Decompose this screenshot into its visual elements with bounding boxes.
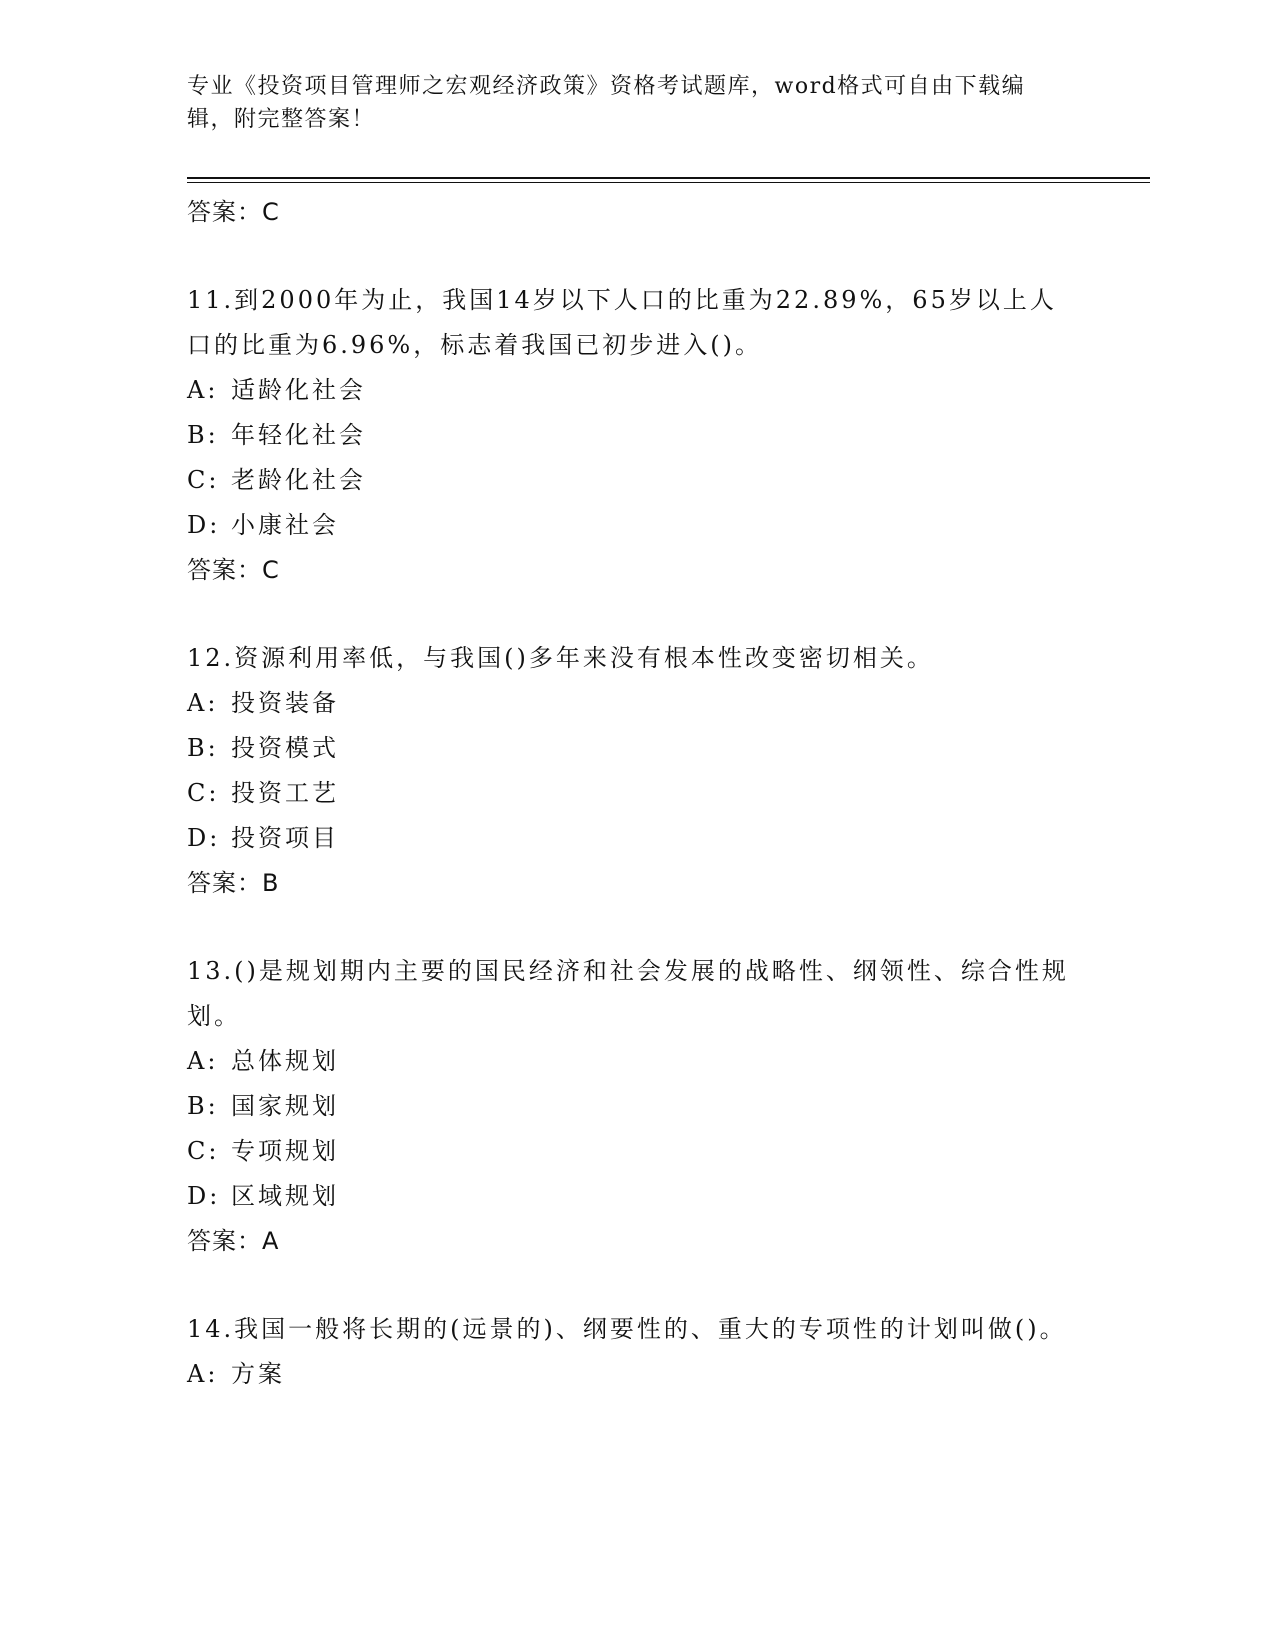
option-a: [187, 1352, 1087, 1397]
option-letter: B:: [187, 421, 219, 449]
option-letter: D:: [187, 511, 221, 539]
option-text: 投资装备: [231, 689, 339, 717]
option-text: 投资工艺: [231, 779, 339, 807]
question-stem: 13.()是规划期内主要的国民经济和社会发展的战略性、纲领性、综合性规划。: [187, 957, 1069, 1030]
option-text: 投资项目: [231, 824, 339, 852]
option-text: 方案: [231, 1360, 285, 1388]
header-line-1: 专业《投资项目管理师之宏观经济政策》资格考试题库，word格式可自由下载编: [187, 74, 1026, 99]
option-text: 年轻化社会: [231, 421, 366, 449]
answer-label: 答案：A: [187, 1227, 280, 1255]
option-text: 老龄化社会: [231, 466, 366, 494]
option-b: [187, 413, 1087, 458]
answer-label: 答案：B: [187, 869, 280, 897]
question-stem: 11.到2000年为止，我国14岁以下人口的比重为22.89%，65岁以上人口的比重为6.96%，标志着我国已初步进入()。: [187, 286, 1057, 359]
question-stem: 12.资源利用率低，与我国()多年来没有根本性改变密切相关。: [187, 644, 934, 672]
option-c: [187, 1129, 1087, 1174]
option-c: [187, 458, 1087, 503]
option-letter: C:: [187, 779, 220, 807]
option-c: [187, 771, 1087, 816]
option-letter: D:: [187, 1182, 221, 1210]
option-text: 专项规划: [231, 1137, 339, 1165]
option-letter: A:: [187, 376, 219, 404]
option-a: [187, 368, 1087, 413]
option-text: 投资模式: [231, 734, 339, 762]
header-divider-thin: [187, 182, 1150, 183]
option-letter: A:: [187, 689, 219, 717]
option-letter: C:: [187, 1137, 220, 1165]
option-text: 小康社会: [231, 511, 339, 539]
answer-label: 答案：C: [187, 556, 280, 584]
header-divider-thick: [187, 177, 1150, 179]
option-a: [187, 1039, 1087, 1084]
option-d: [187, 503, 1087, 548]
option-a: [187, 681, 1087, 726]
question-14: [187, 1307, 1087, 1397]
option-d: [187, 816, 1087, 861]
option-d: [187, 1174, 1087, 1219]
option-letter: D:: [187, 824, 221, 852]
question-13: [187, 949, 1087, 1263]
option-text: 适龄化社会: [231, 376, 366, 404]
option-text: 总体规划: [231, 1047, 339, 1075]
header-line-2: 辑，附完整答案！: [187, 107, 376, 132]
question-11: [187, 278, 1087, 592]
option-letter: B:: [187, 1092, 219, 1120]
option-letter: C:: [187, 466, 220, 494]
option-letter: A:: [187, 1047, 219, 1075]
question-list: [187, 190, 1087, 1397]
option-b: [187, 1084, 1087, 1129]
question-12: [187, 636, 1087, 905]
document-header: [187, 70, 1067, 136]
option-b: [187, 726, 1087, 771]
answer-label: 答案：C: [187, 198, 280, 226]
option-letter: A:: [187, 1360, 219, 1388]
option-text: 国家规划: [231, 1092, 339, 1120]
question-stem: 14.我国一般将长期的(远景的)、纲要性的、重大的专项性的计划叫做()。: [187, 1315, 1067, 1343]
option-text: 区域规划: [231, 1182, 339, 1210]
option-letter: B:: [187, 734, 219, 762]
